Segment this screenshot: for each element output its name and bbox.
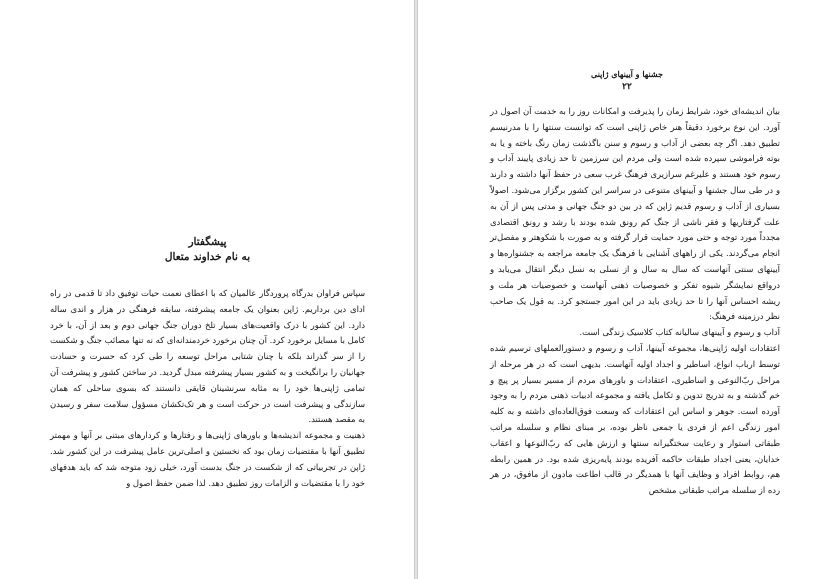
page-number: ۲۲ bbox=[622, 82, 632, 92]
left-paragraph-1: سپاس فراوان بدرگاه پروردگار عالمیان که با اعطای نعمت حیات توفیق داد تا قدمی در راه ادای دین بر‌داریم. ژاپن بعنوان یک جامعه پیشرفته، سابقه فرهنگی در هزار و اندی ساله دارد. این کشور با درک واقعیت‌های بسیار تلخ دوران جنگ جهانی دوم و بعد از آن، با خرد کامل با مسایل برخورد کرد. آن چنان برخورد خردمندانه‌ای که نه تنها مصائب جنگ و شکست را از سر گذراند بلکه با چنان شتابی مراحل توسعه را طی کرد که حسرت و حسادت جهانیان را برانگیخت و به کشور بسیار پیشرفته مبدل گردید. در ساختن کشور و پیشرفت آن تمامی ژاپنی‌ها خود را به مثابه سرنشینان قایقی دانستند که بسوی ساحلی که همان سازندگی و پیشرفت است در حرکت است و هر تک‌تکشان مسؤول سلامت سفر و رسیدن به مقصد هستند. bbox=[50, 288, 365, 425]
right-paragraph-quote: آداب و رسوم و آیینهای سالیانه کتاب کلاسیک زندگی است. bbox=[579, 327, 780, 338]
right-page bbox=[417, 0, 836, 579]
right-page-body bbox=[490, 104, 780, 499]
right-paragraph-1: بیان اندیشه‌ای خود، شرایط زمان را پذیرفت و امکانات روز را به خدمت آن اصول در آورد. این نوع برخورد دقیقاً هنر خاص ژاپنی است که توانست سنتها را با مدرنیسم تطبیق دهد. اگر چه بعضی از آداب و رسوم و سنن باگذشت زمان رنگ باخته و یا به بوته فراموشی سپرده شده است ولی مردم این سرزمین تا حد زیادی پایبند آداب و رسوم خود هستند و علیرغم سرازیری فرهنگ غرب سعی در حفظ آنها داشته و دارند و در طی سال جشنها و آیینهای متنوعی در سراسر این کشور برگزار می‌شود. اصولاً بسیاری از آداب و رسوم قدیم ژاپن که در بین دو جنگ جهانی و مدتی پس از آن به علت گرفتاریها و فقر ناشی از جنگ کم رونق شده بودند با رشد و رونق اقتصادی مجدداً مورد توجه و حتی مورد حمایت قرار گرفته و به صورت با شکوهتر و مفصل‌تر انجام می‌گردند. یکی از راههای آشنایی با فرهنگ یک جامعه مراجعه به جشنواره‌ها و آیینهای سنتی آنهاست که سال به سال و از نسلی به نسل دیگر انتقال می‌یابد و درواقع نمایشگر شیوه تفکر و خصوصیات ذهنی آنهاست و خصوصیات هر ملت و ریشه احساس آنها را تا حد زیادی باید در این امور جستجو کرد. به قول یک صاحب نظر درزمینه فرهنگ: bbox=[490, 106, 780, 322]
running-title: جشنها و آیینهای ژاپنی bbox=[591, 69, 663, 79]
left-page bbox=[0, 0, 415, 579]
left-page-body bbox=[50, 286, 365, 491]
preface-subheading: به نام خداوند متعال bbox=[164, 251, 251, 263]
preface-heading: پیشگفتار bbox=[188, 236, 227, 248]
left-paragraph-2: ذهنیت و مجموعه اندیشه‌ها و باورهای ژاپنی‌ها و رفتارها و کردارهای مبتنی بر آنها و مهمتر تطبیق آنها با مقتضیات زمان بود که نخستین و اصلی‌ترین عامل پیشرفت در این کشور شد. ژاپن در تجربیاتی که از شکست در جنگ بدست آورد، خیلی زود متوجه شد که باید هدفهای خود را با مقتضیات و الزامات روز تطبیق دهد. لذا ضمن حفظ اصول و bbox=[50, 430, 365, 488]
right-paragraph-3: اعتقادات اولیه ژاپنی‌ها، مجموعه آیینها، آداب و رسوم و دستورالعملهای ترسیم شده توسط ارباب انواع، اساطیر و اجداد اولیه آنهاست. بدیهی است که در هر مرحله از مراحل ربّ‌النوعی و اساطیری، اعتقادات و باورهای مردم از مسیر بسیار پر پیچ و خم گذشته و به تدریج تدوین و تکامل یافته و مجموعه ادبیات ذهنی مردم را به وجود آورده است. جوهر و اساس این اعتقادات که وسعت فوق‌العاده‌ای داشته و به کلیه امور زندگی اعم از فردی یا جمعی ناظر بوده، بر مبنای نظام و سلسله مراتب طبقاتی استوار و رعایت سختگیرانه سنتها و ارزش هایی که ربّ‌النوعها و اعقاب خدایان، یعنی اجداد طبقات حاکمه آفریده بودند پایه‌ریزی شده بود. در همین رابطه هم، روابط افراد و وظایف آنها با همدیگر در قالب اطاعت مادون از مافوق، در هر رده از سلسله مراتب طبقاتی مشخص bbox=[490, 342, 780, 496]
